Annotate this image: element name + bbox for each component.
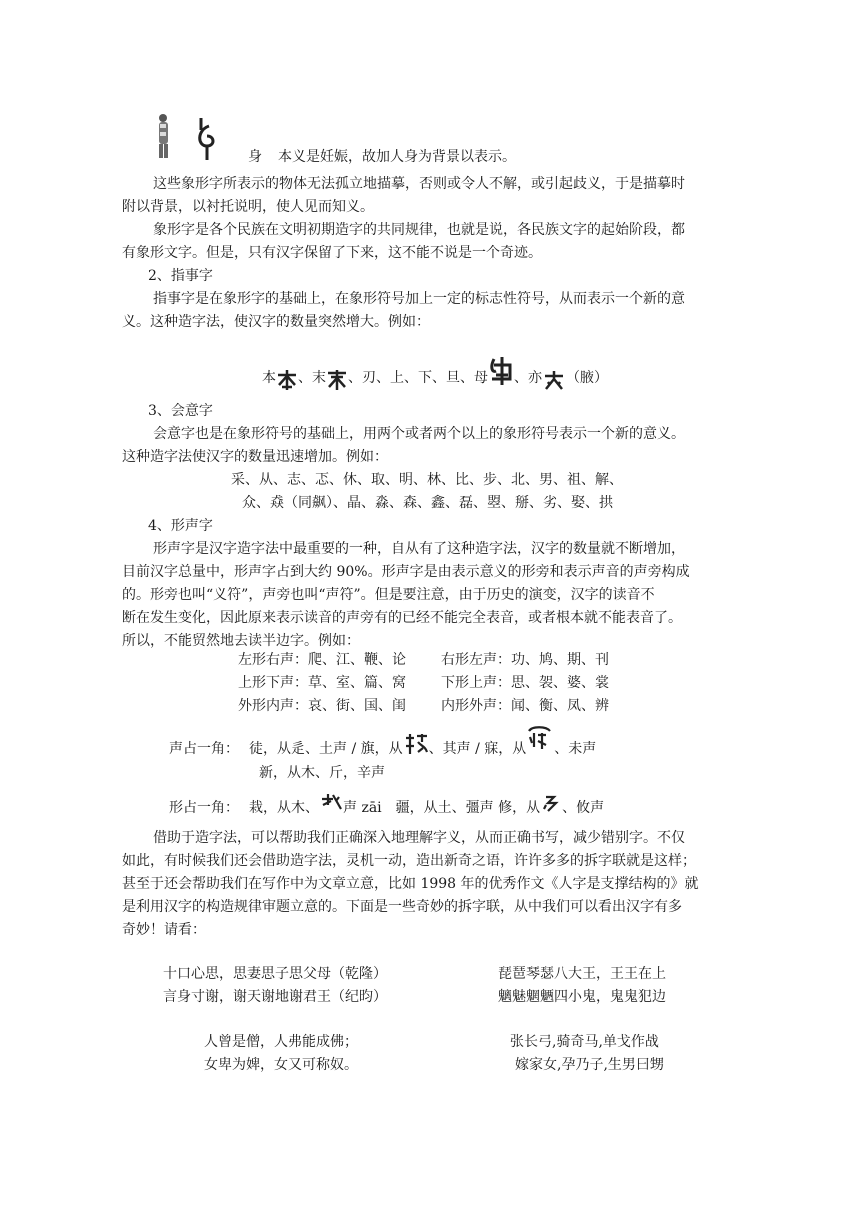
shen-character: 身: [248, 149, 262, 165]
corner-sound-line-2: 新，从木、斤，辛声: [259, 765, 385, 781]
closing-line-3: 甚至于还会帮助我们在写作中为文章立意，比如 1998 年的优秀作文《人字是支撑结构的》就: [122, 876, 699, 892]
section-4-body-line-2: 目前汉字总量中，形声字占到大约 90%。形声字是由表示意义的形旁和表示声音的声旁构成: [122, 564, 690, 580]
seal-zai-image: [319, 799, 343, 817]
section-4-heading: 4、形声字: [148, 518, 213, 534]
seal-mu-image: [488, 369, 514, 387]
section-3-body-line-2: 这种造字法使汉字的数量迅速增加。例如：: [122, 449, 388, 465]
section-3-example-line-1: 采、从、志、忑、休、取、明、林、比、步、北、男、祖、解、: [231, 472, 623, 488]
para2-line-1: 象形字是各个民族在文明初期造字的共同规律，也就是说，各民族文字的起始阶段，都: [153, 222, 685, 238]
corner-form-row: 形占一角： 栽，从木、 声 zāi 疆，从土、彊声 修，从 、攸声: [169, 799, 604, 817]
corner-sound-row: 声占一角： 徒，从辵、土声 / 旗，从 、其声 / 寐，从 、未声: [169, 740, 596, 758]
para1-line-1: 这些象形字所表示的物体无法孤立地描摹，否则或令人不解，或引起歧义，于是描摹时: [153, 176, 685, 192]
section-4-body-line-3: 的。形旁也叫“义符”，声旁也叫“声符”。但是要注意，由于历史的演变，汉字的读音不: [122, 587, 655, 603]
pair-right-3: 内形外声：闻、衡、凤、辨: [441, 698, 609, 714]
section-2-body-line-2: 义。这种造字法，使汉字的数量突然增大。例如：: [122, 314, 430, 330]
closing-line-2: 如此，有时候我们还会借助造字法，灵机一动，造出新奇之语，许许多多的拆字联就是这样；: [122, 853, 696, 869]
seal-ben-image: [276, 369, 298, 387]
seal-yi-image: [542, 369, 566, 387]
section-2-heading: 2、指事字: [148, 268, 213, 284]
couplet-right-2: 魑魅魍魉四小鬼，鬼鬼犯边: [498, 989, 666, 1005]
closing-line-5: 奇妙！请看：: [122, 922, 206, 938]
shen-explanation: 本义是妊娠，故加人身为背景以表示。: [278, 149, 516, 165]
seal-yan-image: [403, 740, 429, 758]
section-2-body-line-1: 指事字是在象形字的基础上，在象形符号加上一定的标志性符号，从而表示一个新的意: [153, 291, 685, 307]
pair-left-2: 上形下声：草、室、篇、窝: [238, 675, 406, 691]
section-3-body-line-1: 会意字也是在象形符号的基础上，用两个或者两个以上的象形符号表示一个新的意义。: [153, 426, 685, 442]
section-3-heading: 3、会意字: [148, 403, 213, 419]
para2-line-2: 有象形文字。但是，只有汉字保留了下来，这不能不说是一个奇迹。: [122, 245, 542, 261]
closing-line-1: 借助于造字法，可以帮助我们正确深入地理解字义，从而正确书写，减少错别字。不仅: [153, 830, 685, 846]
couplet-left-1: 十口心思，思妻思子思父母（乾隆）: [163, 966, 387, 982]
seal-shen-figure-image: [153, 112, 175, 162]
couplet-right-3: 张长弓,骑奇马,单戈作战: [510, 1034, 659, 1050]
couplet-left-2: 言身寸谢，谢天谢地谢君王（纪昀）: [163, 989, 387, 1005]
pair-right-2: 下形上声：思、袈、婆、裳: [441, 675, 609, 691]
pair-left-1: 左形右声：爬、江、鞭、论: [238, 652, 406, 668]
pair-left-3: 外形内声：哀、街、国、闺: [238, 698, 406, 714]
couplet-left-4: 女卑为婢，女又可称奴。: [204, 1057, 358, 1073]
pair-right-1: 右形左声：功、鸠、期、刊: [441, 652, 609, 668]
couplet-right-4: 嫁家女,孕乃子,生男曰甥: [515, 1057, 664, 1073]
section-4-body-line-1: 形声字是汉字造字法中最重要的一种，自从有了这种造字法，汉字的数量就不断增加，: [153, 541, 685, 557]
seal-mian-image: [526, 740, 554, 758]
seal-shen-character-image: [193, 116, 219, 162]
seal-mo-image: [326, 369, 348, 387]
section-4-body-line-5: 所以，不能贸然地去读半边字。例如：: [122, 633, 360, 649]
couplet-right-1: 琵琶琴瑟八大王，王王在上: [498, 966, 666, 982]
couplet-left-3: 人曾是僧，人弗能成佛；: [204, 1034, 358, 1050]
section-2-example-row: 本 、末 、刃、上、下、旦、母 、亦 （腋）: [262, 369, 608, 387]
section-4-body-line-4: 断在发生变化，因此原来表示读音的声旁有的已经不能完全表音，或者根本就不能表音了。: [122, 610, 682, 626]
seal-xiu-image: [540, 799, 562, 817]
closing-line-4: 是利用汉字的构造规律审题立意的。下面是一些奇妙的拆字联，从中我们可以看出汉字有多: [122, 899, 682, 915]
section-3-example-line-2: 众、猋（同飙）、晶、淼、森、鑫、磊、曌、掰、劣、娶、拱: [242, 495, 613, 511]
para1-line-2: 附以背景，以衬托说明，使人见而知义。: [122, 199, 374, 215]
